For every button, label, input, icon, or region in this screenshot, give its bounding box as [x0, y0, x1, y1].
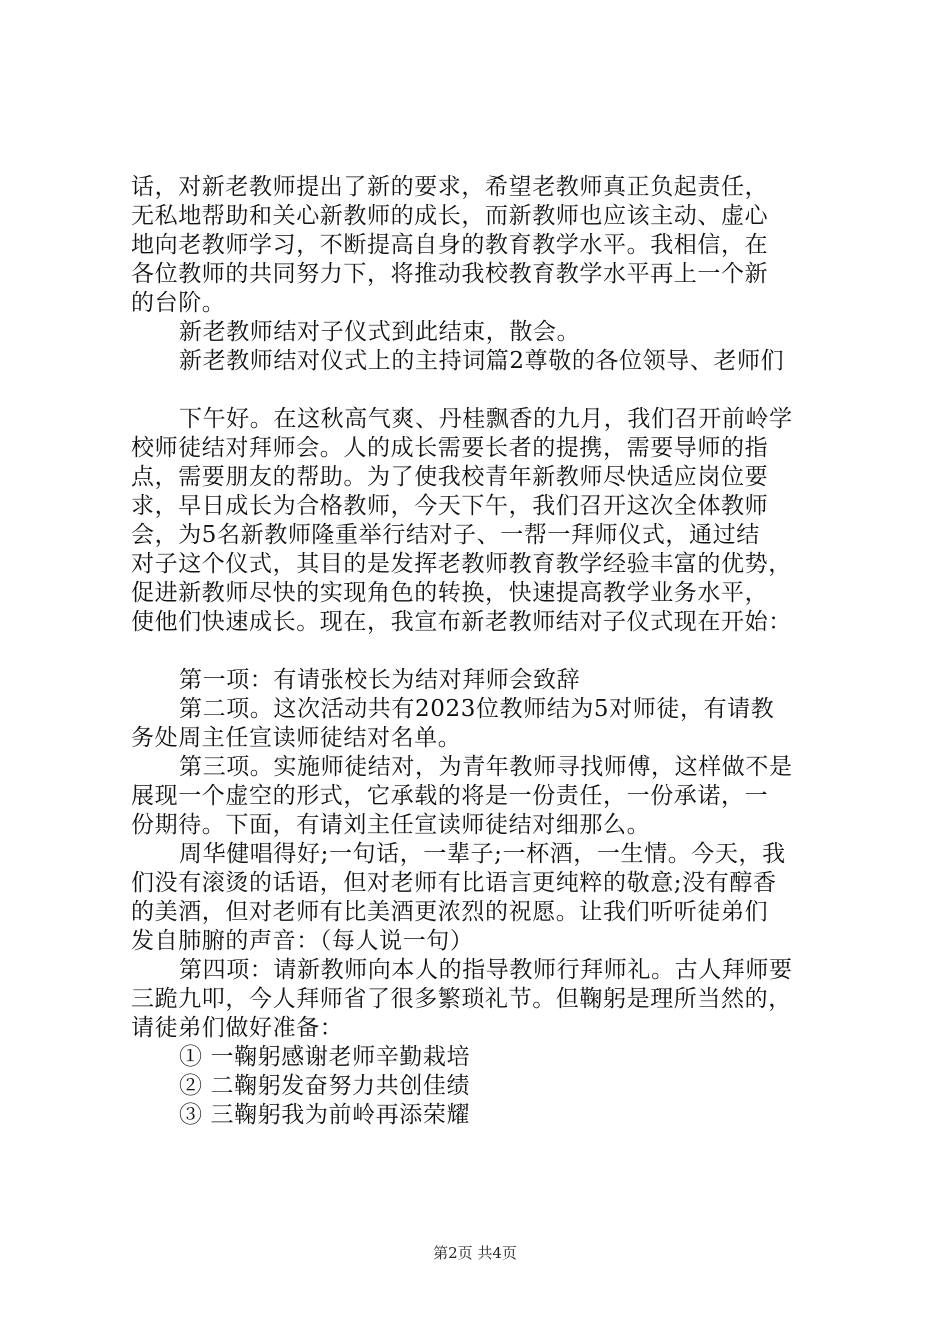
text-line: 无私地帮助和关心新教师的成长，而新教师也应该主动、虚心 — [131, 203, 769, 229]
text-line: 使他们快速成长。现在，我宣布新老教师结对子仪式现在开始： — [131, 609, 792, 635]
text-line: 展现一个虚空的形式，它承载的将是一份责任，一份承诺，一 — [131, 783, 769, 809]
text-line: 话，对新老教师提出了新的要求，希望老教师真正负起责任， — [131, 174, 769, 200]
list-item: ② 二鞠躬发奋努力共创佳绩 — [179, 1073, 471, 1099]
text-line: 促进新教师尽快的实现角色的转换，快速提高教学业务水平， — [131, 580, 769, 606]
page-number-footer: 第2页 共4页 — [433, 1244, 517, 1262]
list-item: ③ 三鞠躬我为前岭再添荣耀 — [179, 1102, 471, 1128]
text-line: 会，为5名新教师隆重举行结对子、一帮一拜师仪式，通过结 — [131, 522, 760, 548]
text-line: 第四项：请新教师向本人的指导教师行拜师礼。古人拜师要 — [179, 957, 793, 983]
text-line: 第一项：有请张校长为结对拜师会致辞 — [179, 667, 581, 693]
text-line: 各位教师的共同努力下，将推动我校教育教学水平再上一个新 — [131, 261, 769, 287]
text-line: 第三项。实施师徒结对，为青年教师寻找师傅，这样做不是 — [179, 754, 793, 780]
text-line: 下午好。在这秋高气爽、丹桂飘香的九月，我们召开前岭学 — [179, 406, 793, 432]
paragraph-gap — [131, 637, 831, 666]
text-line: 求，早日成长为合格教师，今天下午，我们召开这次全体教师 — [131, 493, 769, 519]
text-line: 三跪九叩，今人拜师省了很多繁琐礼节。但鞠躬是理所当然的， — [131, 986, 792, 1012]
list-item: ① 一鞠躬感谢老师辛勤栽培 — [179, 1044, 471, 1070]
text-line: 们没有滚烫的话语，但对老师有比语言更纯粹的敬意;没有醇香 — [131, 870, 777, 896]
text-line: 新老教师结对子仪式到此结束，散会。 — [179, 319, 581, 345]
paragraph-gap — [131, 376, 831, 405]
text-line: 的美酒，但对老师有比美酒更浓烈的祝愿。让我们听听徒弟们 — [131, 899, 769, 925]
text-line: 地向老教师学习，不断提高自身的教育教学水平。我相信，在 — [131, 232, 769, 258]
text-line: 点，需要朋友的帮助。为了使我校青年新教师尽快适应岗位要 — [131, 464, 769, 490]
text-line: 对子这个仪式，其目的是发挥老教师教育教学经验丰富的优势， — [131, 551, 792, 577]
text-line: 份期待。下面，有请刘主任宣读师徒结对细那么。 — [131, 812, 651, 838]
document-body — [131, 173, 831, 1130]
text-line: 第二项。这次活动共有2023位教师结为5对师徒，有请教 — [179, 696, 775, 722]
text-line: 务处周主任宣读师徒结对名单。 — [131, 725, 462, 751]
text-line: 请徒弟们做好准备： — [131, 1015, 344, 1041]
text-line: 新老教师结对仪式上的主持词篇2尊敬的各位领导、老师们 — [179, 348, 785, 374]
text-line: 的台阶。 — [131, 290, 226, 316]
text-line: 发自肺腑的声音：（每人说一句） — [131, 928, 474, 954]
text-line: 周华健唱得好;一句话，一辈子;一杯酒，一生情。今天，我 — [179, 841, 786, 867]
text-line: 校师徒结对拜师会。人的成长需要长者的提携，需要导师的指 — [131, 435, 769, 461]
